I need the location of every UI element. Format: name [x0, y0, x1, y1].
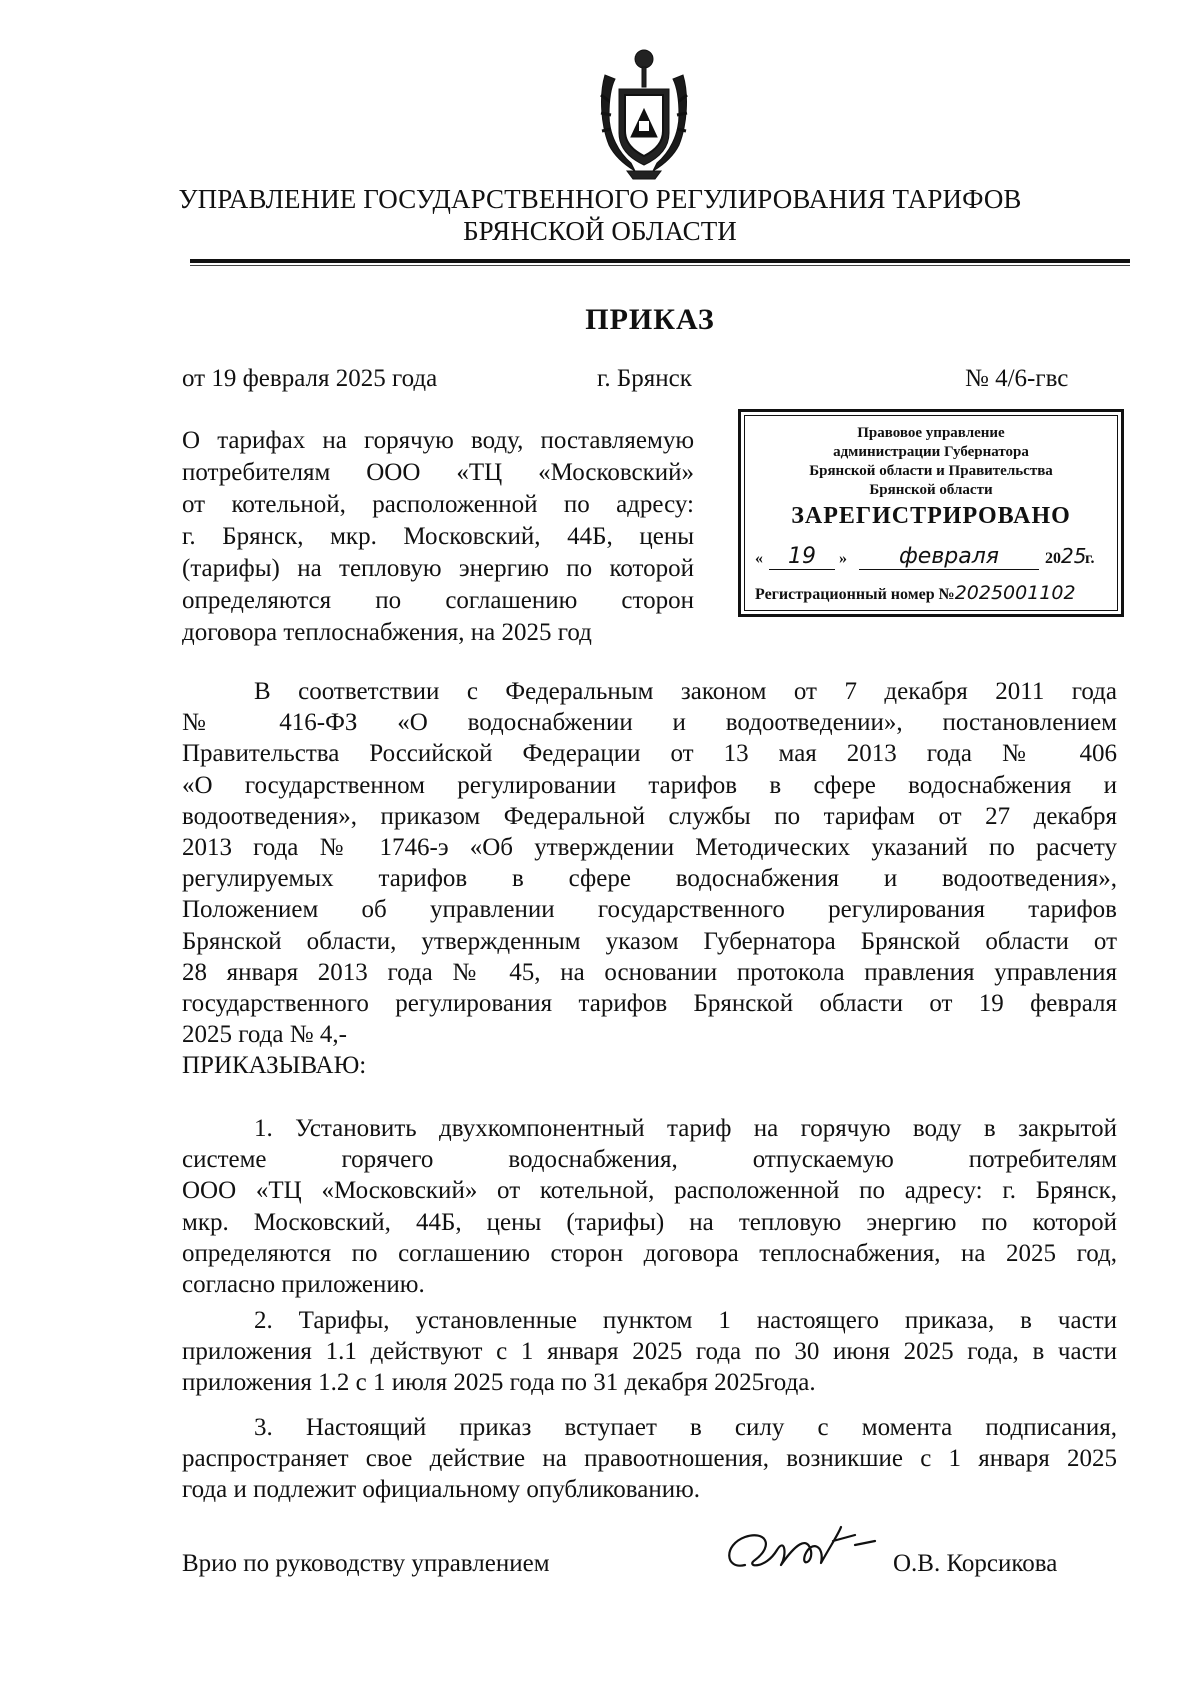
orders-label: ПРИКАЗЫВАЮ:	[182, 1052, 367, 1079]
stamp-quote-open: «	[755, 550, 763, 567]
paragraph-line: 1. Установить двухкомпонентный тариф на горячую воду в закрытой	[254, 1115, 1117, 1142]
subject-line: договора теплоснабжения, на 2025 год	[182, 619, 592, 646]
stamp-day: 19	[769, 544, 835, 570]
subject-line: от котельной, расположенной по адресу:	[182, 491, 694, 518]
stamp-line: Брянской области	[869, 482, 993, 498]
paragraph-line: 2025 года № 4,-	[182, 1021, 347, 1049]
organization-name-line1: УПРАВЛЕНИЕ ГОСУДАРСТВЕННОГО РЕГУЛИРОВАНИЯ ТАРИФОВ	[178, 184, 1022, 214]
stamp-line: администрации Губернатора	[833, 444, 1029, 460]
stamp-year-suffix: 25	[1061, 544, 1087, 568]
subject-line: О тарифах на горячую воду, поставляемую	[182, 427, 694, 454]
stamp-reg-row	[755, 582, 1111, 604]
paragraph-line: приложения 1.1 действуют с 1 января 2025 года по 30 июня 2025 года, в части	[182, 1338, 1117, 1366]
signer-name: О.В. Корсикова	[893, 1550, 1058, 1577]
stamp-year	[1045, 544, 1087, 568]
paragraph-line: года и подлежит официальному опубликованию.	[182, 1476, 701, 1504]
paragraph-line: ООО «ТЦ «Московский» от котельной, расположенной по адресу: г. Брянск,	[182, 1177, 1117, 1205]
stamp-year-letter: г.	[1085, 550, 1095, 567]
header-divider	[190, 259, 1130, 263]
signer-position: Врио по руководству управлением	[182, 1550, 550, 1577]
stamp-line: Брянской области и Правительства	[809, 463, 1053, 479]
stamp-quote-close: »	[839, 550, 847, 567]
paragraph-line: системе горячего водоснабжения, отпускаемую потребителям	[182, 1146, 1117, 1174]
subject-line: (тарифы) на тепловую энергию по которой	[182, 555, 694, 582]
handwritten-signature-icon	[715, 1515, 885, 1585]
document-number: № 4/6-гвс	[965, 365, 1069, 392]
order-item-3	[182, 1412, 1117, 1506]
paragraph-line: регулируемых тарифов в сфере водоснабжения и водоотведения»,	[182, 865, 1117, 893]
paragraph-line: «О государственном регулировании тарифов в сфере водоснабжения и	[182, 771, 1117, 799]
coat-of-arms-icon	[595, 45, 693, 183]
document-city: г. Брянск	[597, 365, 692, 392]
paragraph-line: мкр. Московский, 44Б, цены (тарифы) на тепловую энергию по которой	[182, 1208, 1117, 1236]
registration-stamp	[738, 409, 1124, 617]
document-subject	[182, 425, 694, 649]
paragraph-line: 2013 года № 1746-э «Об утверждении Методических указаний по расчету	[182, 834, 1117, 862]
paragraph-line: № 416-ФЗ «О водоснабжении и водоотведении», постановлением	[182, 709, 1117, 737]
paragraph-line: 2. Тарифы, установленные пунктом 1 настоящего приказа, в части	[254, 1307, 1117, 1334]
paragraph-line: Брянской области, утвержденным указом Губернатора Брянской области от	[182, 927, 1117, 955]
header-divider-thin	[190, 265, 1130, 266]
stamp-registered-label: ЗАРЕГИСТРИРОВАНО	[791, 503, 1071, 529]
stamp-reg-label: Регистрационный номер №	[755, 586, 955, 603]
paragraph-line: распространяет свое действие на правоотношения, возникшие с 1 января 2025	[182, 1445, 1117, 1473]
paragraph-line: приложения 1.2 с 1 июля 2025 года по 31 декабря 2025года.	[182, 1369, 816, 1397]
subject-line: г. Брянск, мкр. Московский, 44Б, цены	[182, 523, 694, 550]
stamp-year-prefix: 20	[1045, 550, 1061, 567]
stamp-month: февраля	[859, 544, 1039, 570]
document-date: от 19 февраля 2025 года	[182, 365, 438, 392]
stamp-line: Правовое управление	[857, 425, 1005, 441]
paragraph-line: согласно приложению.	[182, 1271, 425, 1299]
preamble-paragraph	[182, 676, 1117, 1050]
paragraph-line: 3. Настоящий приказ вступает в силу с момента подписания,	[254, 1414, 1117, 1441]
document-title: ПРИКАЗ	[585, 303, 715, 336]
paragraph-line: Правительства Российской Федерации от 13 мая 2013 года № 406	[182, 740, 1117, 768]
paragraph-line: водоотведения», приказом Федеральной службы по тарифам от 27 декабря	[182, 802, 1117, 830]
paragraph-line: определяются по соглашению сторон договора теплоснабжения, на 2025 год,	[182, 1239, 1117, 1267]
subject-line: определяются по соглашению сторон	[182, 587, 694, 614]
subject-line: потребителям ООО «ТЦ «Московский»	[182, 459, 694, 486]
paragraph-line: В соответствии с Федеральным законом от 7 декабря 2011 года	[254, 678, 1117, 705]
organization-name-line2: БРЯНСКОЙ ОБЛАСТИ	[463, 216, 737, 246]
stamp-reg-number: 2025001102	[954, 582, 1076, 604]
paragraph-line: Положением об управлении государственного регулирования тарифов	[182, 896, 1117, 924]
paragraph-line: 28 января 2013 года № 45, на основании протокола правления управления	[182, 958, 1117, 986]
paragraph-line: государственного регулирования тарифов Брянской области от 19 февраля	[182, 990, 1117, 1018]
order-item-1	[182, 1113, 1117, 1300]
stamp-date-row	[755, 544, 1111, 572]
order-item-2	[182, 1305, 1117, 1399]
